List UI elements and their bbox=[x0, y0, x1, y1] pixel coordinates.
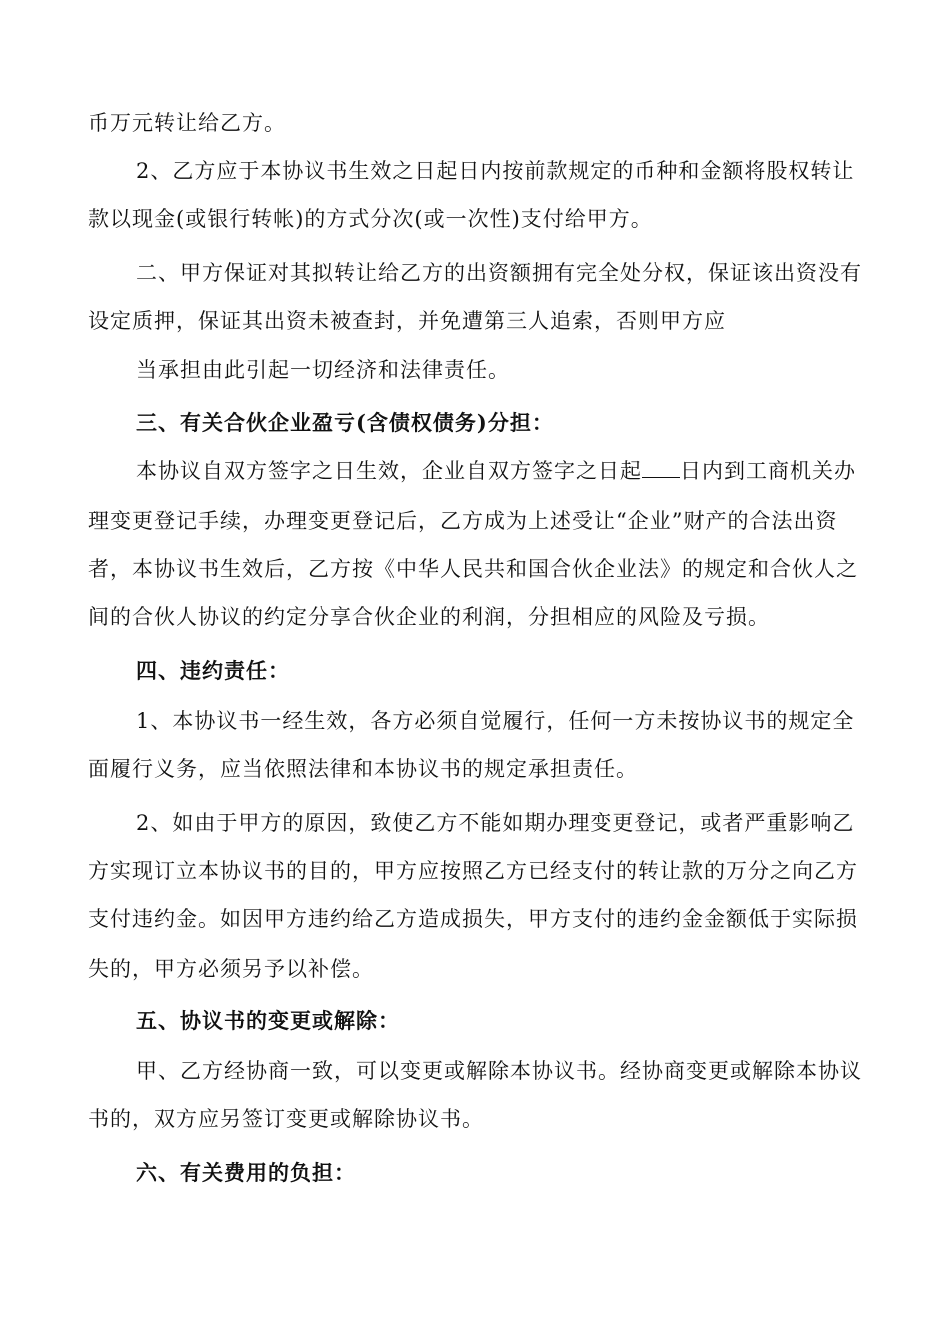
text-line: 方实现订立本协议书的目的，甲方应按照乙方已经支付的转让款的万分之向乙方 bbox=[88, 859, 858, 883]
text-line: 1、本协议书一经生效，各方必须自觉履行，任何一方未按协议书的规定全 bbox=[136, 709, 855, 733]
text-segment: 本协议自双方签字之日生效，企业自双方签字之日起 bbox=[136, 459, 642, 483]
text-line: 支付违约金。如因甲方违约给乙方造成损失，甲方支付的违约金金额低于实际损 bbox=[88, 907, 858, 931]
text-line: 二、甲方保证对其拟转让给乙方的出资额拥有完全处分权，保证该出资没有 bbox=[136, 261, 862, 285]
text-line bbox=[136, 456, 926, 486]
text-line: 者，本协议书生效后，乙方按《中华人民共和国合伙企业法》的规定和合伙人之 bbox=[88, 557, 858, 581]
text-line: 失的，甲方必须另予以补偿。 bbox=[88, 957, 374, 981]
text-line: 书的，双方应另签订变更或解除协议书。 bbox=[88, 1107, 484, 1131]
text-line: 理变更登记手续，办理变更登记后，乙方成为上述受让“企业”财产的合法出资 bbox=[88, 509, 838, 533]
text-line: 甲、乙方经协商一致，可以变更或解除本协议书。经协商变更或解除本协议 bbox=[136, 1059, 862, 1083]
section-heading-3: 三、有关合伙企业盈亏(含债权债务)分担： bbox=[136, 410, 554, 435]
fill-in-blank bbox=[642, 459, 680, 478]
text-line: 2、如由于甲方的原因，致使乙方不能如期办理变更登记，或者严重影响乙 bbox=[136, 811, 855, 835]
section-heading-4: 四、违约责任： bbox=[136, 658, 290, 683]
text-line: 面履行义务，应当依照法律和本协议书的规定承担责任。 bbox=[88, 757, 638, 781]
text-line: 间的合伙人协议的约定分享合伙企业的利润，分担相应的风险及亏损。 bbox=[88, 605, 770, 629]
section-heading-6: 六、有关费用的负担： bbox=[136, 1160, 356, 1185]
text-line: 款以现金(或银行转帐)的方式分次(或一次性)支付给甲方。 bbox=[88, 207, 653, 231]
text-line: 币万元转让给乙方。 bbox=[88, 111, 286, 135]
text-line: 设定质押，保证其出资未被查封，并免遭第三人追索，否则甲方应 bbox=[88, 309, 726, 333]
section-heading-5: 五、协议书的变更或解除： bbox=[136, 1008, 400, 1033]
text-line: 当承担由此引起一切经济和法律责任。 bbox=[136, 358, 510, 382]
text-segment: 日内到工商机关办 bbox=[680, 459, 856, 483]
text-line: 2、乙方应于本协议书生效之日起日内按前款规定的币种和金额将股权转让 bbox=[136, 159, 855, 183]
